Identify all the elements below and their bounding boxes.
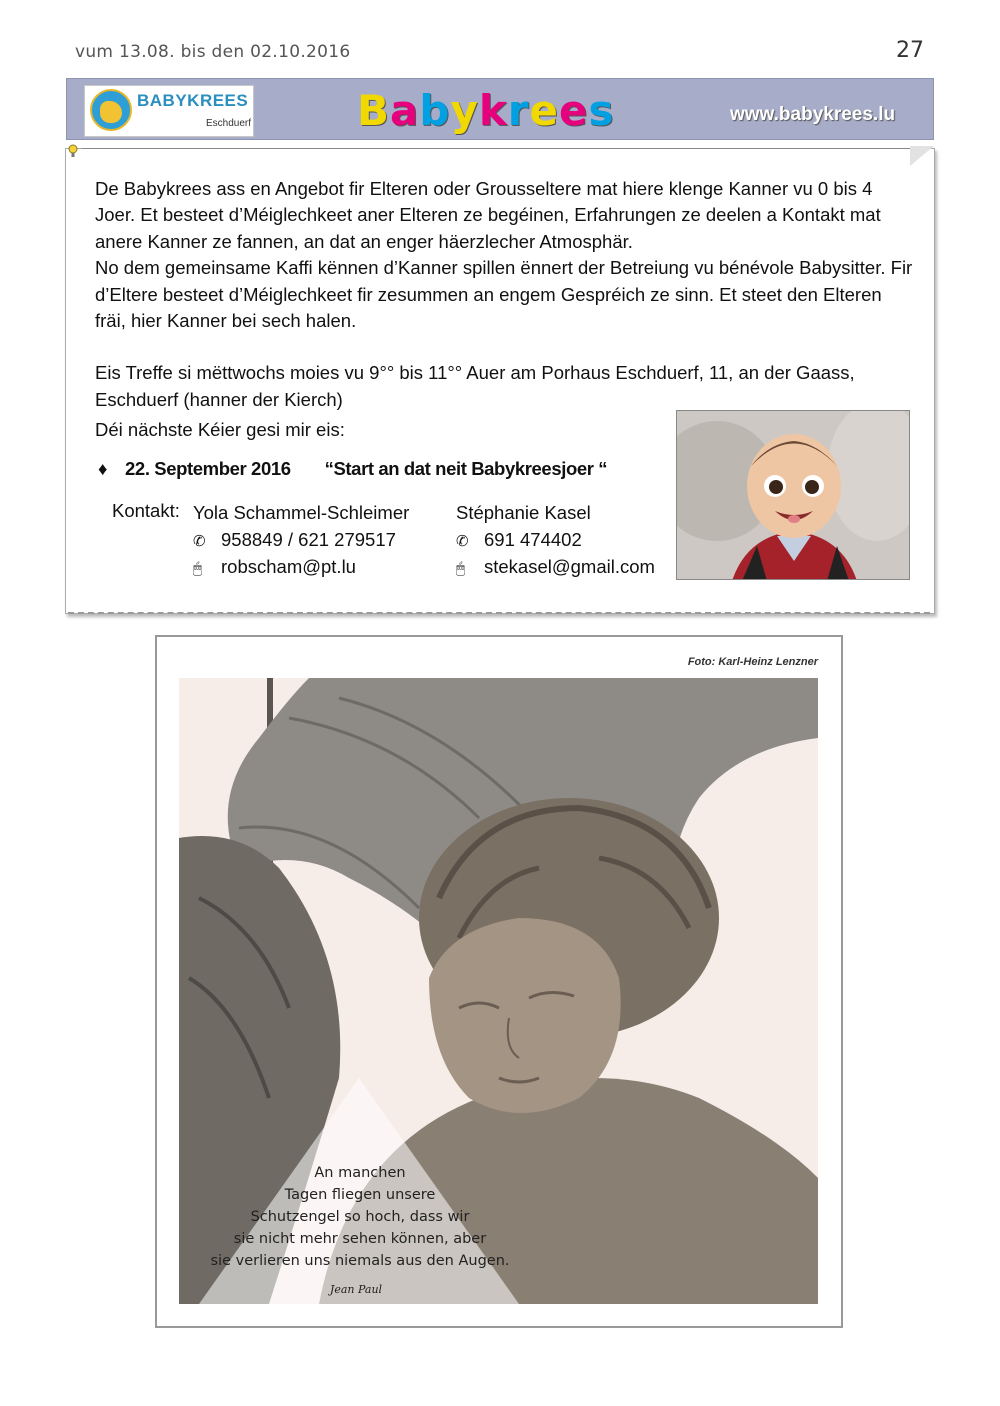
baby-photo [676, 410, 910, 580]
banner-title-letter: y [450, 86, 479, 135]
quote-line: sie verlieren uns niemals aus den Augen. [210, 1253, 510, 1269]
contact-name: Stéphanie Kasel [456, 502, 591, 523]
banner-title-letter: b [419, 86, 451, 135]
contact-phone[interactable]: 691 474402 [484, 528, 582, 550]
mouse-icon: 🖱 [456, 559, 466, 577]
page-number: 27 [896, 38, 924, 63]
quote-line: Tagen fliegen unsere [284, 1187, 436, 1203]
photo-credit: Foto: Karl-Heinz Lenzner [687, 656, 818, 668]
card-bottom-dashed-rule [68, 612, 930, 614]
event-title: “Start an dat neit Babykreesjoer “ [324, 458, 608, 479]
banner-title [357, 86, 614, 135]
contact-block [456, 500, 655, 582]
meeting-paragraph: Eis Treffe si mëttwochs moies vu 9°° bis 11°° Auer am Porhaus Eschduerf, 11, an der Gaass, Eschduerf (hanner der Kierch) [95, 362, 855, 410]
contact-block [193, 500, 409, 582]
globe-logo-icon [90, 89, 132, 131]
card-top-rule [82, 148, 912, 149]
contact-phone-row [193, 527, 409, 555]
intro-paragraph: De Babykrees ass en Angebot fir Elteren oder Grousseltere mat hiere klenge Kanner vu 0 bis 4 Joer. Et besteet d’Méiglechkeet aner Elteren ze begéinen, Erfahrungen ze deelen a Kontakt mat anere Kanner ze fannen, an dat an enger häerzlecher Atmosphär. [95, 178, 881, 252]
diamond-bullet-icon: ♦ [98, 458, 108, 479]
event-line [98, 458, 607, 480]
babysitter-paragraph: No dem gemeinsame Kaffi kënnen d’Kanner spillen ënnert der Betreiung vu bénévole Babysitter. Fir d’Eltere besteet d’Méiglechkeet fir zesummen an engem Gespréich ze sinn. Et steet den Elteren fräi, hier Kanner bei sech halen. [95, 257, 913, 332]
contact-email[interactable]: robscham@pt.lu [221, 556, 356, 577]
banner-title-letter: s [588, 86, 615, 135]
logo-text: BABYKREES [137, 91, 249, 110]
event-date: 22. September 2016 [125, 458, 291, 479]
page-curl-corner [910, 146, 934, 166]
banner-title-letter: e [529, 86, 559, 135]
quote-line: sie nicht mehr sehen können, aber [233, 1231, 487, 1247]
banner-title-letter: r [507, 86, 530, 135]
quote-line: Schutzengel so hoch, dass wir [250, 1209, 470, 1225]
banner-title-letter: B [357, 86, 391, 135]
contact-email-row [456, 554, 655, 582]
banner-title-letter: e [558, 86, 589, 135]
mouse-icon: 🖱 [193, 559, 203, 577]
contact-email-row [193, 554, 409, 582]
quote-author: Jean Paul [329, 1283, 383, 1296]
running-head: vum 13.08. bis den 02.10.2016 [75, 42, 351, 62]
phone-icon: ✆ [456, 531, 469, 550]
contact-email[interactable]: stekasel@gmail.com [484, 556, 655, 577]
banner-title-letter: a [390, 86, 420, 135]
quote [210, 1162, 510, 1272]
card-text [95, 176, 915, 444]
contact-name: Yola Schammel-Schleimer [193, 502, 410, 523]
contact-phone-row [456, 527, 655, 555]
website-link[interactable]: www.babykrees.lu [730, 104, 896, 125]
contact-label: Kontakt: [112, 500, 180, 521]
pin-icon [68, 144, 78, 158]
phone-icon: ✆ [193, 531, 206, 550]
logo-subtitle: Eschduerf [206, 118, 252, 129]
quote-line: An manchen [314, 1165, 406, 1181]
banner-title-letter: k [478, 86, 508, 135]
next-meeting-paragraph: Déi nächste Kéier gesi mir eis: [95, 419, 345, 441]
contact-phone[interactable]: 958849 / 621 279517 [221, 528, 396, 550]
